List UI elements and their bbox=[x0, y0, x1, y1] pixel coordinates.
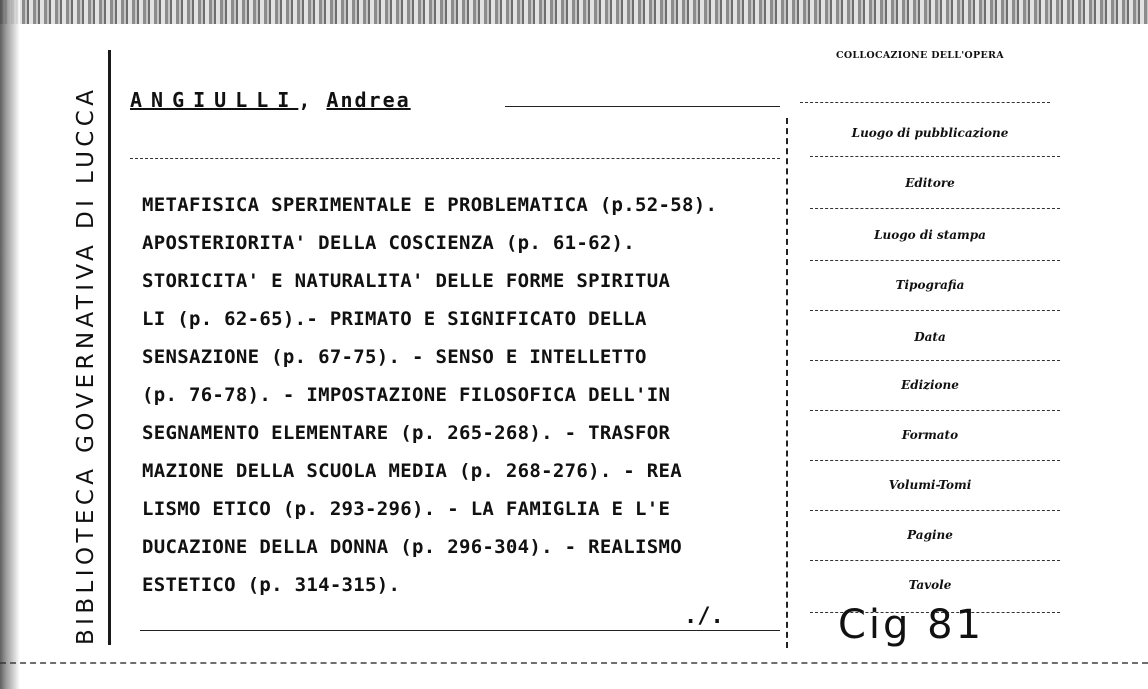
field-line bbox=[810, 310, 1060, 311]
contents-line: LI (p. 62-65).- PRIMATO E SIGNIFICATO DELLA bbox=[142, 308, 647, 330]
contents-line: LISMO ETICO (p. 293-296). - LA FAMIGLIA E L'E bbox=[142, 498, 671, 520]
contents-line: MAZIONE DELLA SCUOLA MEDIA (p. 268-276). - REA bbox=[142, 460, 682, 482]
field-line bbox=[810, 156, 1060, 157]
field-line bbox=[810, 510, 1060, 511]
card-left-edge bbox=[0, 0, 20, 689]
author-name: Andrea bbox=[326, 88, 411, 112]
contents-line: METAFISICA SPERIMENTALE E PROBLEMATICA (p.52-58). bbox=[142, 194, 718, 216]
collocation-rule bbox=[800, 102, 1050, 103]
author-rule bbox=[505, 106, 780, 107]
field-line bbox=[810, 208, 1060, 209]
shelfmark: Cig 81 bbox=[838, 602, 985, 648]
field-label: Tipografia bbox=[895, 278, 965, 292]
contents-line: APOSTERIORITA' DELLA COSCIENZA (p. 61-62). bbox=[142, 232, 636, 254]
contents-line: (p. 76-78). - IMPOSTAZIONE FILOSOFICA DELL'IN bbox=[142, 384, 671, 406]
margin-rule bbox=[108, 50, 111, 645]
field-label: Editore bbox=[905, 176, 955, 190]
end-mark: ./. bbox=[684, 604, 724, 629]
author-heading: ANGIULLI, Andrea bbox=[130, 88, 411, 112]
field-label: Tavole bbox=[908, 578, 952, 592]
closing-rule bbox=[140, 630, 780, 631]
field-label: Luogo di stampa bbox=[874, 228, 986, 242]
contents-line: SEGNAMENTO ELEMENTARE (p. 265-268). - TRASFOR bbox=[142, 422, 671, 444]
title-rule bbox=[130, 158, 780, 159]
contents-line: ESTETICO (p. 314-315). bbox=[142, 574, 401, 596]
field-separator bbox=[786, 118, 788, 648]
field-label: Luogo di pubblicazione bbox=[851, 126, 1009, 140]
collocation-header: COLLOCAZIONE DELL'OPERA bbox=[836, 50, 1004, 61]
field-label: Pagine bbox=[907, 528, 953, 542]
field-label: Volumi-Tomi bbox=[888, 478, 972, 492]
field-label: Edizione bbox=[901, 378, 959, 392]
field-label: Data bbox=[914, 330, 946, 344]
card-bottom-edge bbox=[0, 662, 1148, 666]
contents-line: STORICITA' E NATURALITA' DELLE FORME SPIRITUA bbox=[142, 270, 671, 292]
field-line bbox=[810, 410, 1060, 411]
field-line bbox=[810, 360, 1060, 361]
author-surname: ANGIULLI bbox=[130, 88, 299, 112]
field-line bbox=[810, 260, 1060, 261]
field-label: Formato bbox=[901, 428, 959, 442]
contents-text bbox=[142, 190, 792, 608]
contents-line: DUCAZIONE DELLA DONNA (p. 296-304). - REALISMO bbox=[142, 536, 682, 558]
field-line bbox=[810, 560, 1060, 561]
field-line bbox=[810, 460, 1060, 461]
contents-line: SENSAZIONE (p. 67-75). - SENSO E INTELLETTO bbox=[142, 346, 647, 368]
card-top-edge bbox=[0, 0, 1148, 24]
library-name: BIBLIOTECA GOVERNATIVA DI LUCCA bbox=[73, 85, 99, 645]
